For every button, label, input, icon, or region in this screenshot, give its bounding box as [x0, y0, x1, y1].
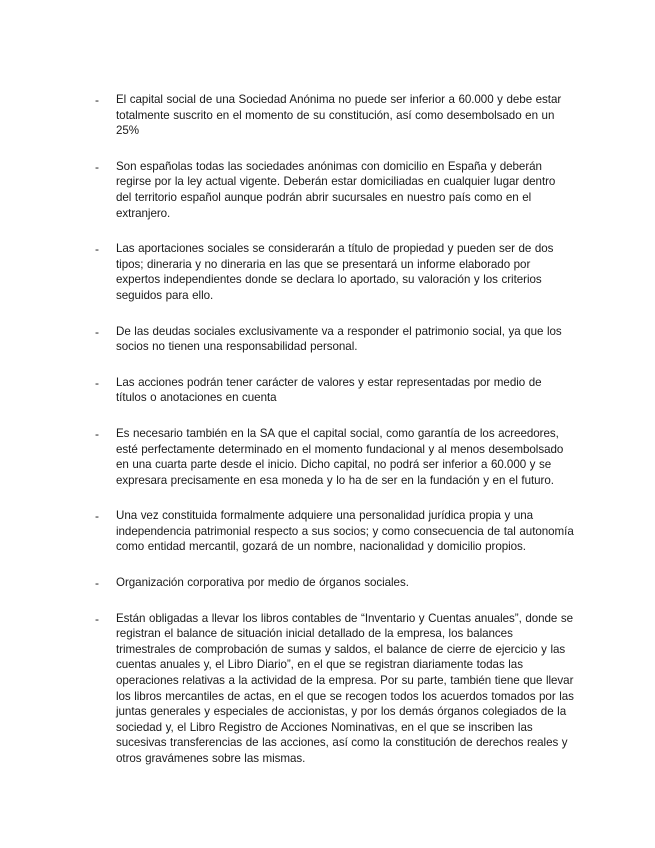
bullet-dash: -	[95, 93, 99, 107]
list-item	[0, 575, 655, 591]
list-item	[0, 426, 655, 488]
bullet-list	[0, 92, 655, 787]
bullet-dash: -	[95, 509, 99, 524]
bullet-dash: -	[95, 611, 99, 626]
list-item	[0, 324, 655, 355]
list-item	[0, 508, 655, 555]
bullet-dash: -	[95, 375, 99, 390]
list-item-text: Son españolas todas las sociedades anónimas con domicilio en España y deberán regirse por la ley actual vigente. Deberán estar domiciliadas en cualquier lugar dentro del territorio español aunque podrán abrir sucursales en nuestro país como en el extranjero.	[116, 159, 556, 220]
bullet-dash: -	[95, 324, 99, 339]
bullet-dash: -	[95, 426, 99, 441]
list-item-text: Están obligadas a llevar los libros contables de “Inventario y Cuentas anuales”, donde se registran el balance de situación inicial detallado de la empresa, los balances trimestrales de comprobación de sumas y saldos, el balance de cierre de ejercicio y las cuentas anuales y, el Libro Diario”, en el que se registran diariamente todas las operaciones relativas a la actividad de la empresa. Por su parte, también tiene que llevar los libros mercantiles de actas, en el que se recogen todos los acuerdos tomados por las juntas generales y especiales de accionistas, y por los demás órganos colegiados de la sociedad y, el Libro Registro de Acciones Nominativas, en el que se inscriben las sucesivas transferencias de las acciones, así como la constitución de derechos reales y otros gravámenes sobre las mismas.	[116, 611, 574, 765]
list-item-text: Una vez constituida formalmente adquiere una personalidad jurídica propia y una independencia patrimonial respecto a sus socios; y como consecuencia de tal autonomía como entidad mercantil, gozará de un nombre, nacionalidad y domicilio propios.	[116, 509, 574, 554]
list-item	[0, 241, 655, 303]
list-item-text: De las deudas sociales exclusivamente va a responder el patrimonio social, ya que los socios no tienen una responsabilidad personal.	[116, 324, 562, 354]
list-item	[0, 611, 655, 767]
list-item-text: Las aportaciones sociales se considerarán a título de propiedad y pueden ser de dos tipos; dineraria y no dineraria en las que se presentará un informe elaborado por expertos independientes donde se declara lo aportado, su valoración y los criterios seguidos para ello.	[116, 242, 554, 302]
list-item-text: Es necesario también en la SA que el capital social, como garantía de los acreedores, esté perfectamente determinado en el momento fundacional y al menos desembolsado en una cuarta parte desde el inicio. Dicho capital, no podrá ser inferior a 60.000 y se expresara precisamente en esa moneda y lo ha de ser en la fundación y en el futuro.	[116, 426, 564, 487]
list-item	[0, 375, 655, 406]
list-item-text: Organización corporativa por medio de órganos sociales.	[116, 576, 409, 590]
bullet-dash: -	[95, 242, 99, 257]
list-item	[0, 92, 655, 139]
list-item	[0, 159, 655, 221]
list-item-text: Las acciones podrán tener carácter de valores y estar representadas por medio de títulos o anotaciones en cuenta	[116, 375, 542, 405]
bullet-dash: -	[95, 159, 99, 174]
list-item-text: El capital social de una Sociedad Anónima no puede ser inferior a 60.000 y debe estar totalmente suscrito en el momento de su constitución, así como desembolsado en un 25%	[116, 93, 562, 138]
bullet-dash: -	[95, 576, 99, 591]
